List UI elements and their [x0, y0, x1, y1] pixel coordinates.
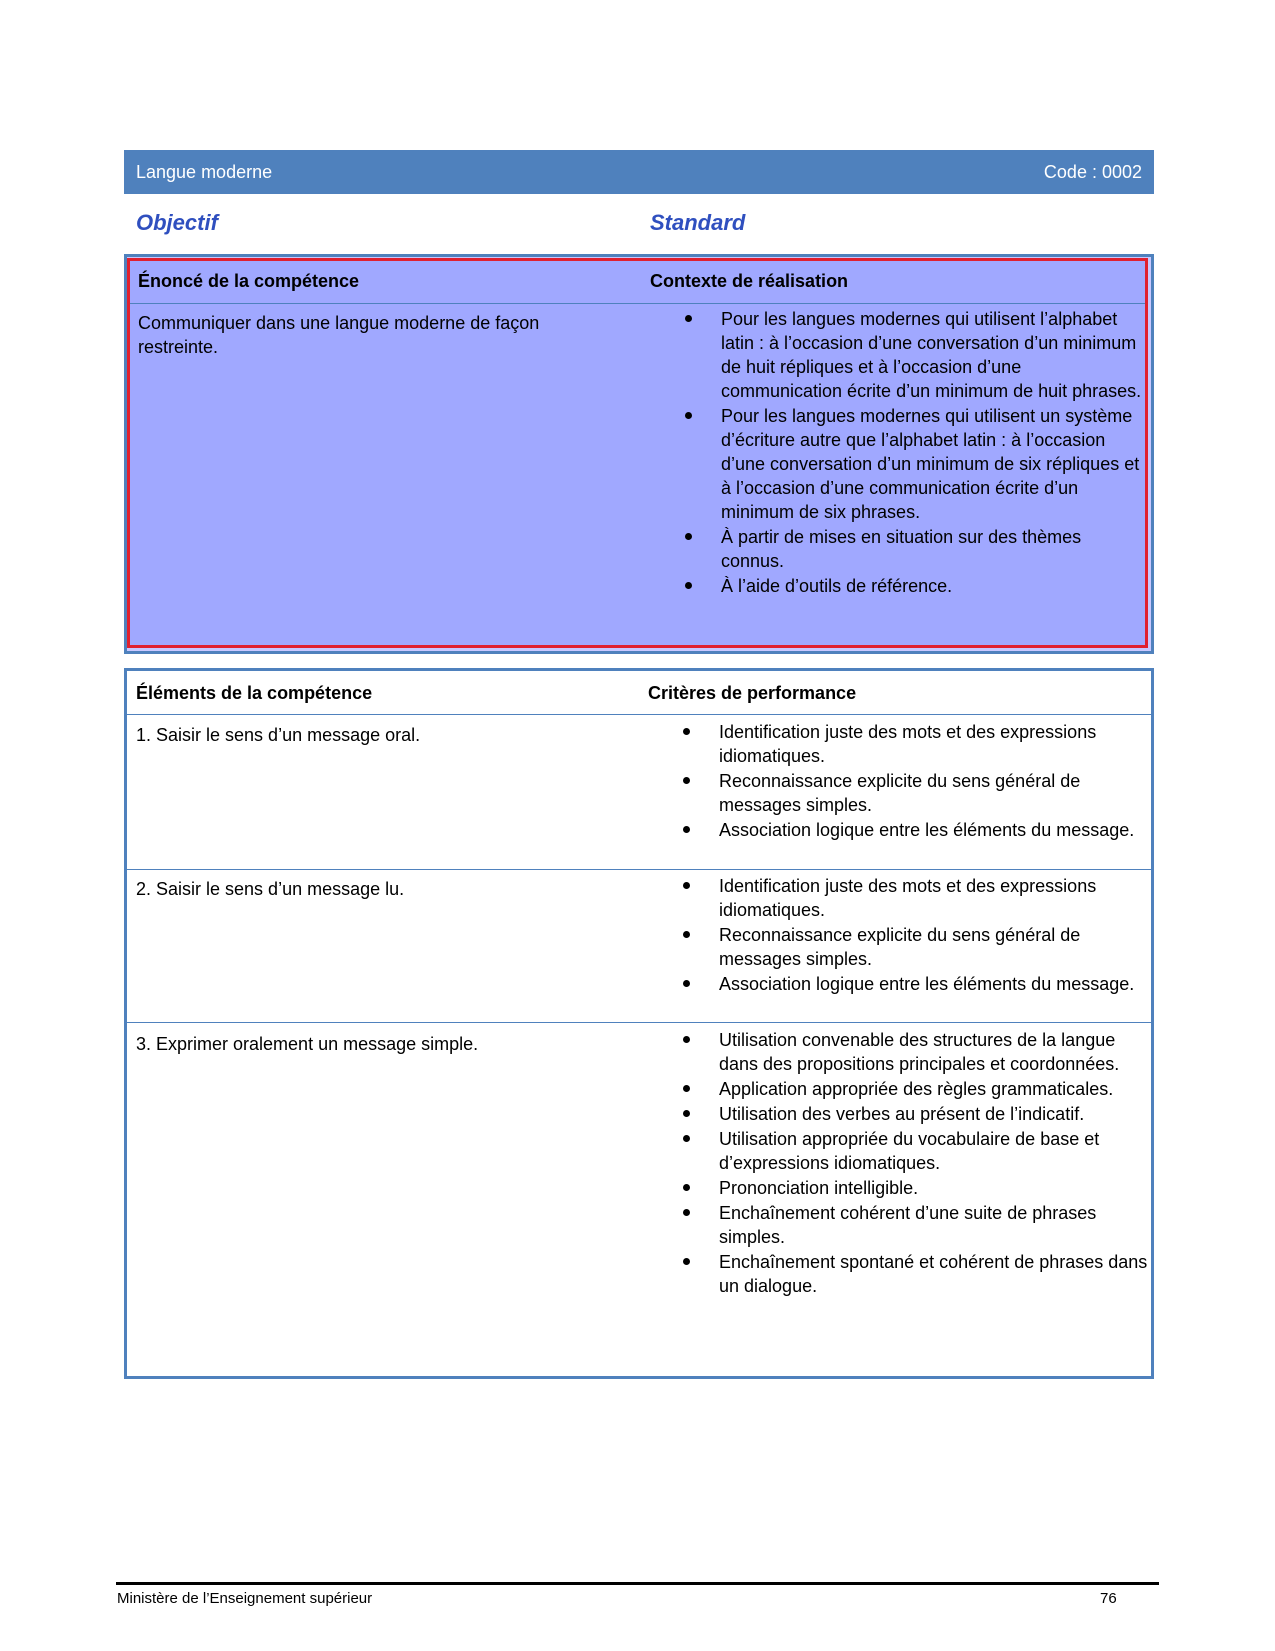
list-item: Enchaînement spontané et cohérent de phrases dans un dialogue.: [681, 1250, 1151, 1298]
list-item: Utilisation appropriée du vocabulaire de base et d’expressions idiomatiques.: [681, 1127, 1151, 1175]
standard-table-content: [127, 258, 1148, 648]
list-item: Pour les langues modernes qui utilisent l’alphabet latin : à l’occasion d’une conversation d’un minimum de huit répliques et à l’occasion d’une communication écrite d’un minimum de huit phrases.: [683, 307, 1143, 403]
elements-header: Éléments de la compétence: [136, 683, 373, 703]
competence-statement: Communiquer dans une langue moderne de façon restreinte.: [138, 313, 540, 357]
context-list: [683, 307, 1143, 599]
list-item: Utilisation convenable des structures de la langue dans des propositions principales et coordonnées.: [681, 1028, 1151, 1076]
list-item: Reconnaissance explicite du sens général de messages simples.: [681, 923, 1151, 971]
header-divider: [127, 714, 1151, 715]
list-item: À l’aide d’outils de référence.: [683, 574, 1143, 598]
objectif-title: Objectif: [136, 210, 218, 235]
list-item: Reconnaissance explicite du sens général de messages simples.: [681, 769, 1151, 817]
header-code: Code : 0002: [1043, 162, 1142, 182]
statement-header: Énoncé de la compétence: [138, 271, 360, 291]
element-2: 2. Saisir le sens d’un message lu.: [136, 879, 405, 899]
list-item: À partir de mises en situation sur des thèmes connus.: [683, 525, 1143, 573]
list-item: Association logique entre les éléments du message.: [681, 818, 1151, 842]
criteria-list-2: [681, 874, 1151, 997]
element-3: 3. Exprimer oralement un message simple.: [136, 1034, 479, 1054]
criteria-list-1: [681, 720, 1151, 843]
header-bar: [124, 150, 1154, 194]
criteria-header: Critères de performance: [648, 683, 857, 703]
header-title: Langue moderne: [136, 162, 273, 182]
list-item: Application appropriée des règles grammaticales.: [681, 1077, 1151, 1101]
elements-table: [124, 668, 1154, 1379]
criteria-list-3: [681, 1028, 1151, 1299]
standard-title: Standard: [650, 210, 746, 235]
list-item: Identification juste des mots et des expressions idiomatiques.: [681, 874, 1151, 922]
footer-ministry: Ministère de l’Enseignement supérieur: [117, 1590, 373, 1607]
element-1: 1. Saisir le sens d’un message oral.: [136, 725, 421, 745]
header-divider: [130, 303, 1145, 304]
list-item: Enchaînement cohérent d’une suite de phrases simples.: [681, 1201, 1151, 1249]
list-item: Identification juste des mots et des expressions idiomatiques.: [681, 720, 1151, 768]
context-header: Contexte de réalisation: [650, 271, 849, 291]
list-item: Utilisation des verbes au présent de l’indicatif.: [681, 1102, 1151, 1126]
footer-rule: [116, 1582, 1159, 1585]
row-divider: [127, 869, 1151, 870]
list-item: Association logique entre les éléments du message.: [681, 972, 1151, 996]
page-number: 76: [1100, 1590, 1117, 1607]
list-item: Pour les langues modernes qui utilisent un système d’écriture autre que l’alphabet latin : à l’occasion d’une conversation d’un minimum de six répliques et à l’occasion d’une communication écrite d’un minimum de six phrases.: [683, 404, 1143, 524]
list-item: Prononciation intelligible.: [681, 1176, 1151, 1200]
row-divider: [127, 1022, 1151, 1023]
